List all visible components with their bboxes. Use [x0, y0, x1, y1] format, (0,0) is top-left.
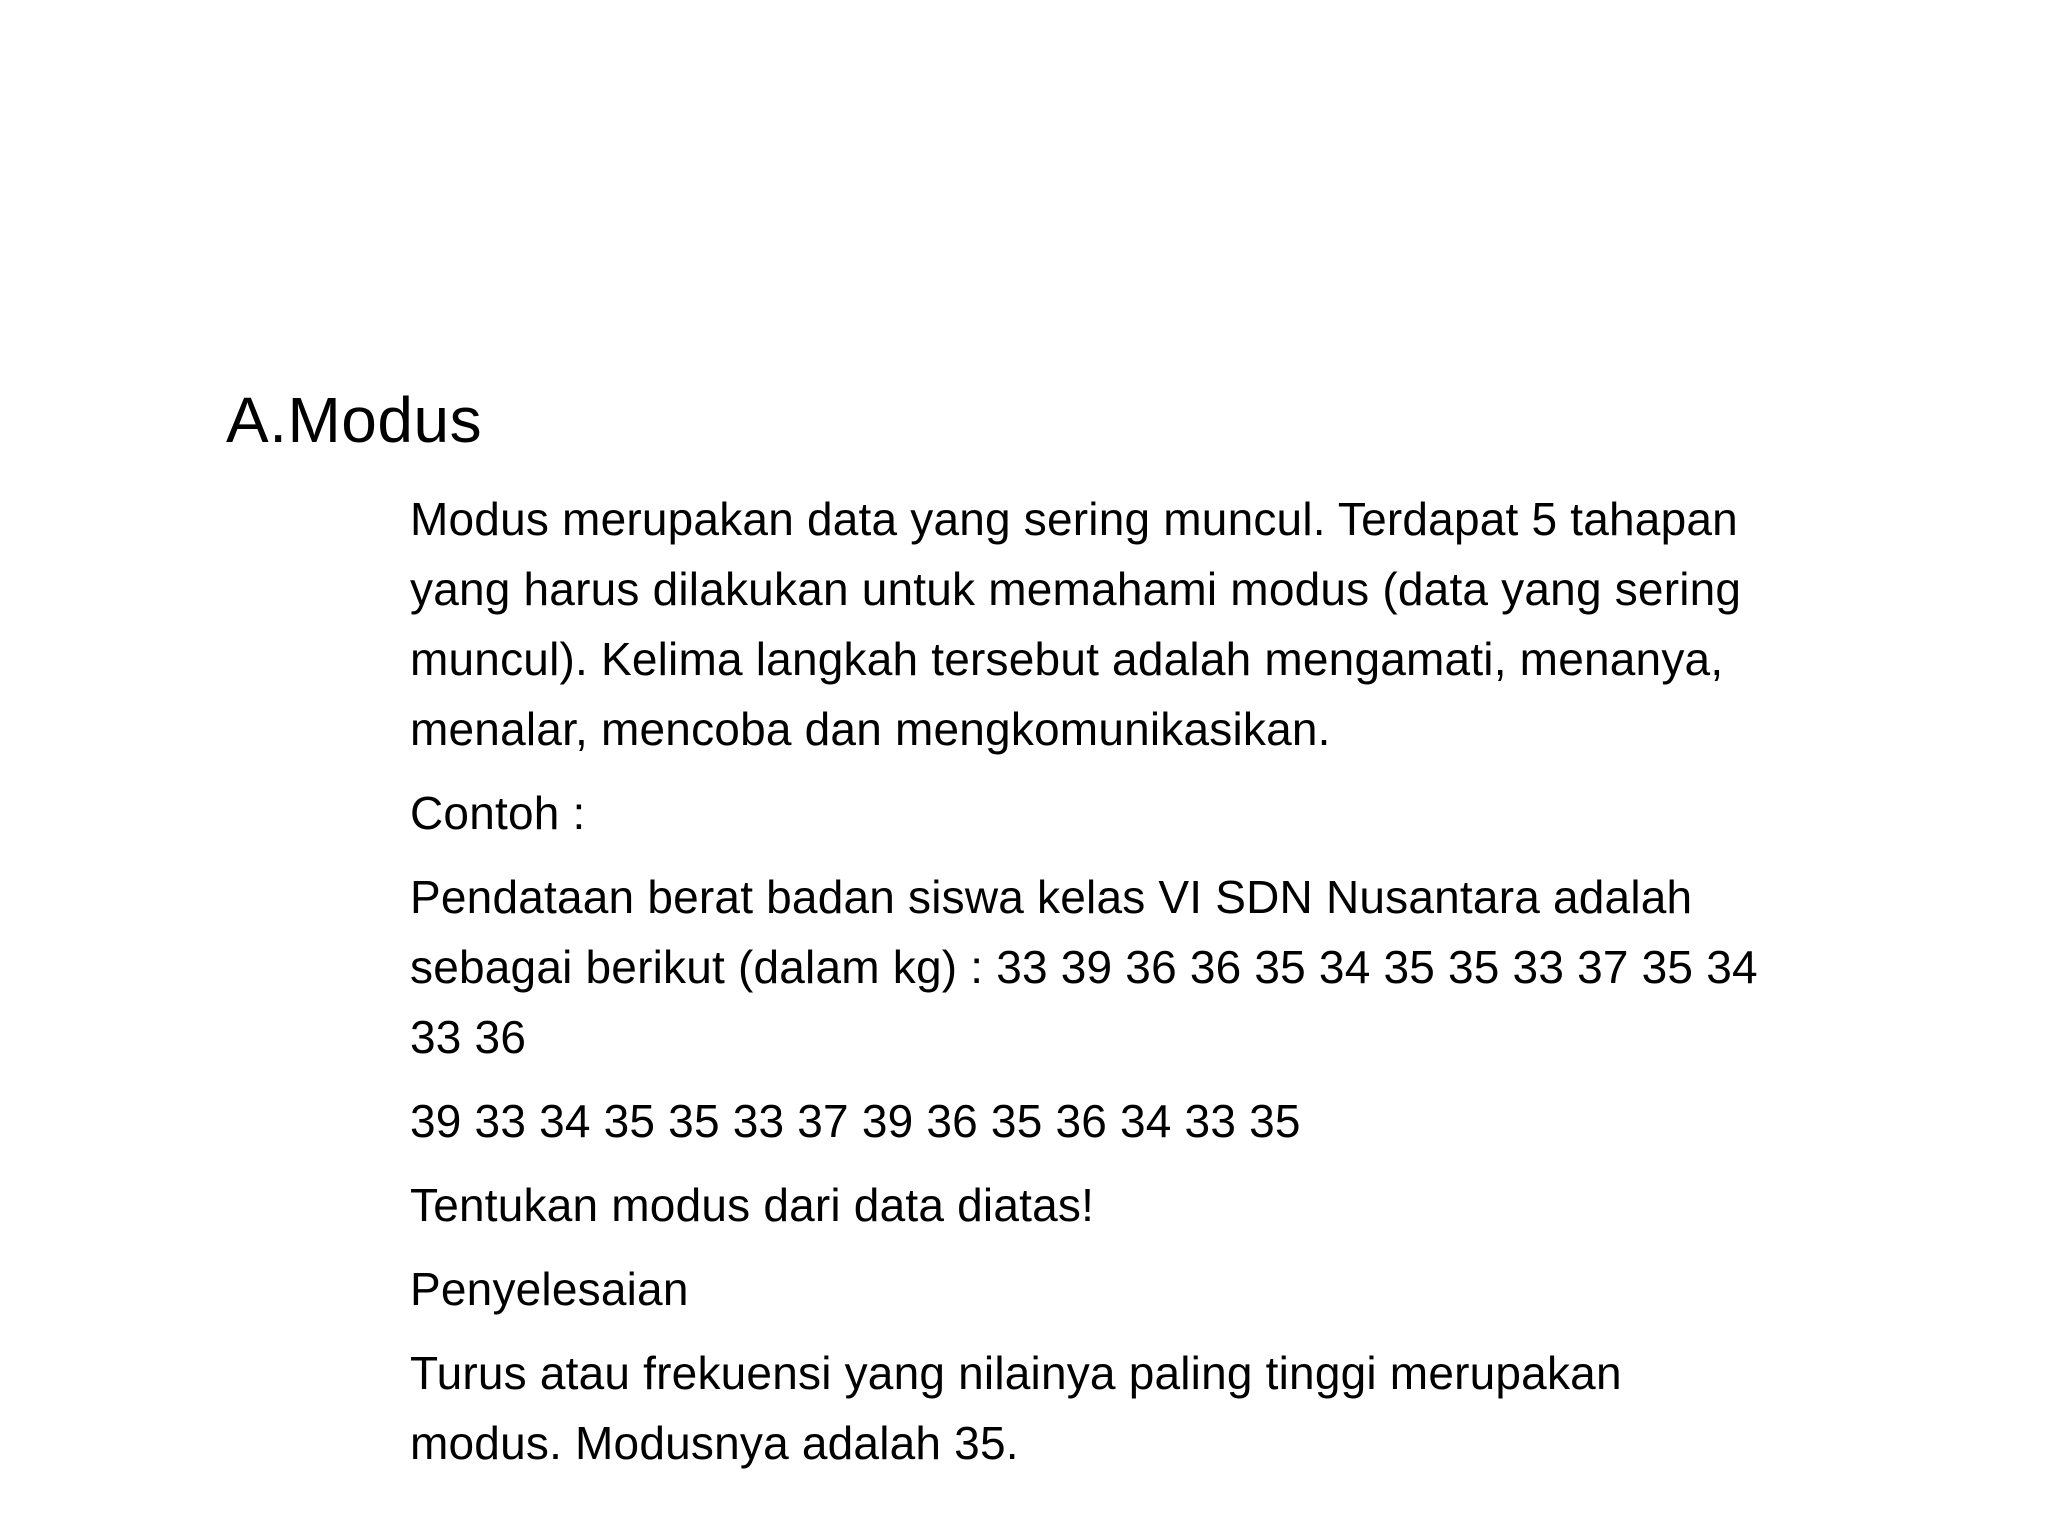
example-data-paragraph: [410, 862, 1910, 1072]
text-line: Penyelesaian: [410, 1263, 689, 1315]
text-line: Contoh :: [410, 787, 586, 839]
text-line: 39 33 34 35 35 33 37 39 36 35 36 34 33 35: [410, 1095, 1301, 1147]
slide-content: [410, 484, 1910, 1492]
text-line: Modus merupakan data yang sering muncul. Terdapat 5 tahapan: [410, 493, 1738, 545]
slide-title: A.Modus: [226, 384, 483, 456]
example-data-continued: [410, 1086, 1910, 1156]
question-paragraph: [410, 1170, 1910, 1240]
text-line: muncul). Kelima langkah tersebut adalah mengamati, menanya,: [410, 633, 1724, 685]
text-line: sebagai berikut (dalam kg) : 33 39 36 36 35 34 35 35 33 37 35 34: [410, 941, 1758, 993]
text-line: yang harus dilakukan untuk memahami modus (data yang sering: [410, 563, 1742, 615]
text-line: Tentukan modus dari data diatas!: [410, 1179, 1095, 1231]
text-line: Pendataan berat badan siswa kelas VI SDN Nusantara adalah: [410, 871, 1693, 923]
text-line: Turus atau frekuensi yang nilainya paling tinggi merupakan: [410, 1347, 1622, 1399]
solution-paragraph: [410, 1338, 1910, 1478]
text-line: menalar, mencoba dan mengkomunikasikan.: [410, 703, 1331, 755]
solution-heading: [410, 1254, 1910, 1324]
definition-paragraph: [410, 484, 1910, 764]
text-line: 33 36: [410, 1011, 527, 1063]
example-heading: [410, 778, 1910, 848]
text-line: modus. Modusnya adalah 35.: [410, 1417, 1019, 1469]
